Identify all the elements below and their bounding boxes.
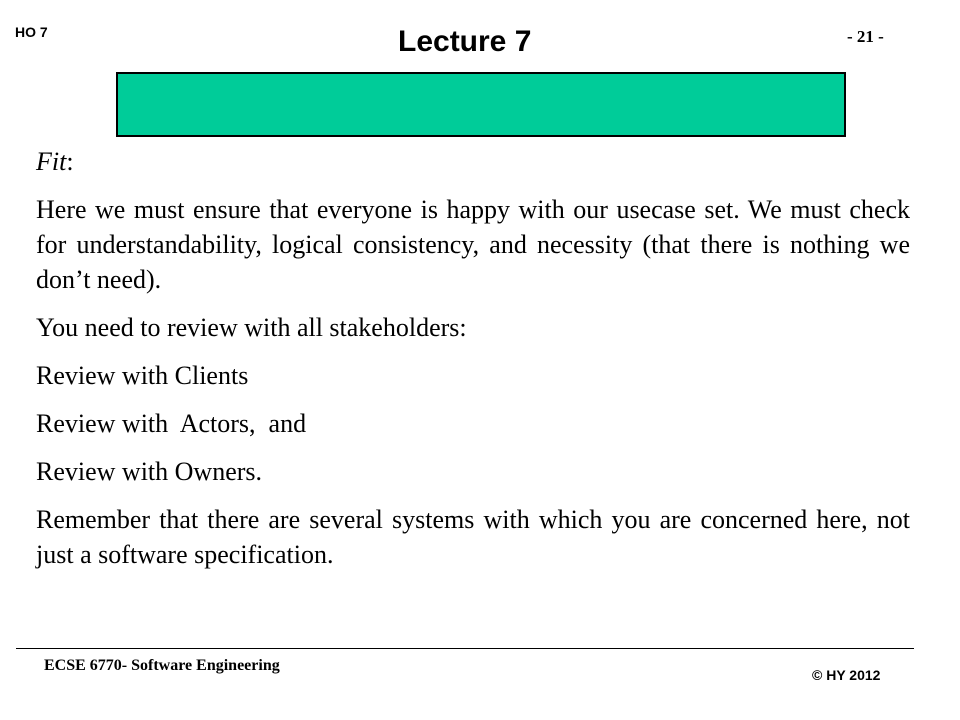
list-item: Review with Actors, and: [36, 409, 307, 438]
fit-heading: Fit: [36, 147, 67, 176]
title-banner: [116, 72, 846, 137]
slide-body: [36, 144, 910, 572]
paragraph-remember: Remember that there are several systems with which you are concerned here, not just a software specification.: [36, 505, 910, 569]
list-item: Review with Clients: [36, 361, 249, 390]
copyright: © HY 2012: [812, 667, 881, 683]
paragraph-review: You need to review with all stakeholders:: [36, 313, 467, 342]
page-number: - 21 -: [847, 27, 884, 46]
handout-label: HO 7: [15, 24, 48, 40]
section-heading: [36, 144, 910, 179]
list-item: Review with Owners.: [36, 457, 263, 486]
paragraph-intro: Here we must ensure that everyone is happy with our usecase set. We must check for understandability, logical consistency, and necessity (that there is nothing we don’t need).: [36, 195, 910, 294]
footer-divider: [16, 648, 914, 649]
page-title: Lecture 7: [398, 25, 532, 58]
heading-colon: :: [66, 147, 74, 176]
course-name: ECSE 6770- Software Engineering: [44, 657, 280, 674]
